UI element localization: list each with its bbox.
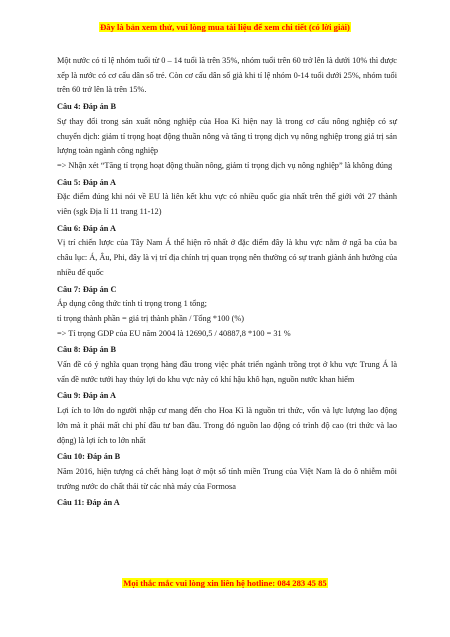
answer-heading-q8: Câu 8: Đáp án B [57, 345, 117, 355]
document-body [57, 54, 397, 511]
paragraph-q7-formula: tỉ trọng thành phần = giá trị thành phần / Tổng *100 (%) [57, 313, 245, 323]
hotline-banner-text: Mọi thắc mắc vui lòng xin liên hệ hotline: 084 283 45 85 [123, 578, 327, 588]
paragraph-q9-explanation: Lợi ích to lớn do người nhập cư mang đến cho Hoa Kì là nguồn tri thức, vốn và lực lượng lao động lớn mà ít phải mất chi phí đầu tư ban đầu. Trong đó nguồn lao động có trình độ cao (tri thức và lao động) là lợi ích to lớn nhất [57, 406, 397, 445]
paragraph-q5-explanation: Đặc điểm đúng khi nói về EU là liên kết khu vực có nhiều quốc gia nhất trên thế giới với 27 thành viên (sgk Địa lí 11 trang 11-12) [57, 192, 397, 217]
paragraph-q7-result: => Tỉ trọng GDP của EU năm 2004 là 12690,5 / 40887,8 *100 = 31 % [57, 328, 291, 338]
paragraph-q6-explanation: Vị trí chiến lược của Tây Nam Á thể hiện rõ nhất ở đặc điểm đây là khu vực nằm ở ngã ba của ba châu lục: Á, Âu, Phi, đây là vị trí địa chính trị quan trọng nên thường có sự tranh giành ảnh hưởng của nhiều đế quốc [57, 238, 398, 277]
paragraph-q10-explanation: Năm 2016, hiện tượng cá chết hàng loạt ở một số tỉnh miền Trung của Việt Nam là do ô nhiễm môi trường nước do chất thải từ các nhà máy của Formosa [57, 466, 397, 491]
paragraph-q4-explanation: Sự thay đổi trong sản xuất nông nghiệp của Hoa Kì hiện nay là trong cơ cấu nông nghiệp có sự chuyển dịch: giảm tỉ trọng hoạt động thuần nông và tăng tỉ trọng dịch vụ nông nghiệp trong giá trị sản lượng toàn ngành công nghiệp [57, 116, 397, 156]
answer-heading-q11: Câu 11: Đáp án A [57, 498, 120, 508]
preview-banner-text: Đây là bản xem thử, vui lòng mua tài liệu để xem chi tiết (có lời giải) [100, 22, 350, 32]
answer-heading-q4: Câu 4: Đáp án B [57, 102, 117, 112]
paragraph-q7-formula-intro: Áp dụng công thức tính tỉ trọng trong 1 tổng; [57, 299, 207, 309]
paragraph-q8-explanation: Vấn đề có ý nghĩa quan trọng hàng đầu trong việc phát triển ngành trồng trọt ở khu vực Trung Á là vấn đề nước tưới hay thủy lợi do khu vực này có khí hậu khô hạn, nguồn nước khan hiếm [57, 360, 397, 384]
answer-heading-q6: Câu 6: Đáp án A [57, 223, 117, 233]
answer-heading-q10: Câu 10: Đáp án B [57, 452, 121, 462]
paragraph-population-structure: Một nước có tỉ lệ nhóm tuổi từ 0 – 14 tuổi là trên 35%, nhóm tuổi trên 60 trở lên là dưới 10% thì được xếp là nước có cơ cấu dân số trẻ. Còn cơ cấu dân số già khi tỉ lệ nhóm 0-14 tuổi dưới 25%, nhóm tuổi trên 60 trở lên là trên 15%. [57, 56, 397, 95]
paragraph-q4-conclusion: => Nhận xét “Tăng tỉ trọng hoạt động thuần nông, giảm tỉ trọng dịch vụ nông nghiệp” là không đúng [57, 160, 393, 170]
answer-heading-q7: Câu 7: Đáp án C [57, 284, 117, 294]
preview-banner [0, 21, 450, 33]
hotline-banner [0, 577, 450, 589]
answer-heading-q5: Câu 5: Đáp án A [57, 177, 117, 187]
answer-heading-q9: Câu 9: Đáp án A [57, 391, 117, 401]
